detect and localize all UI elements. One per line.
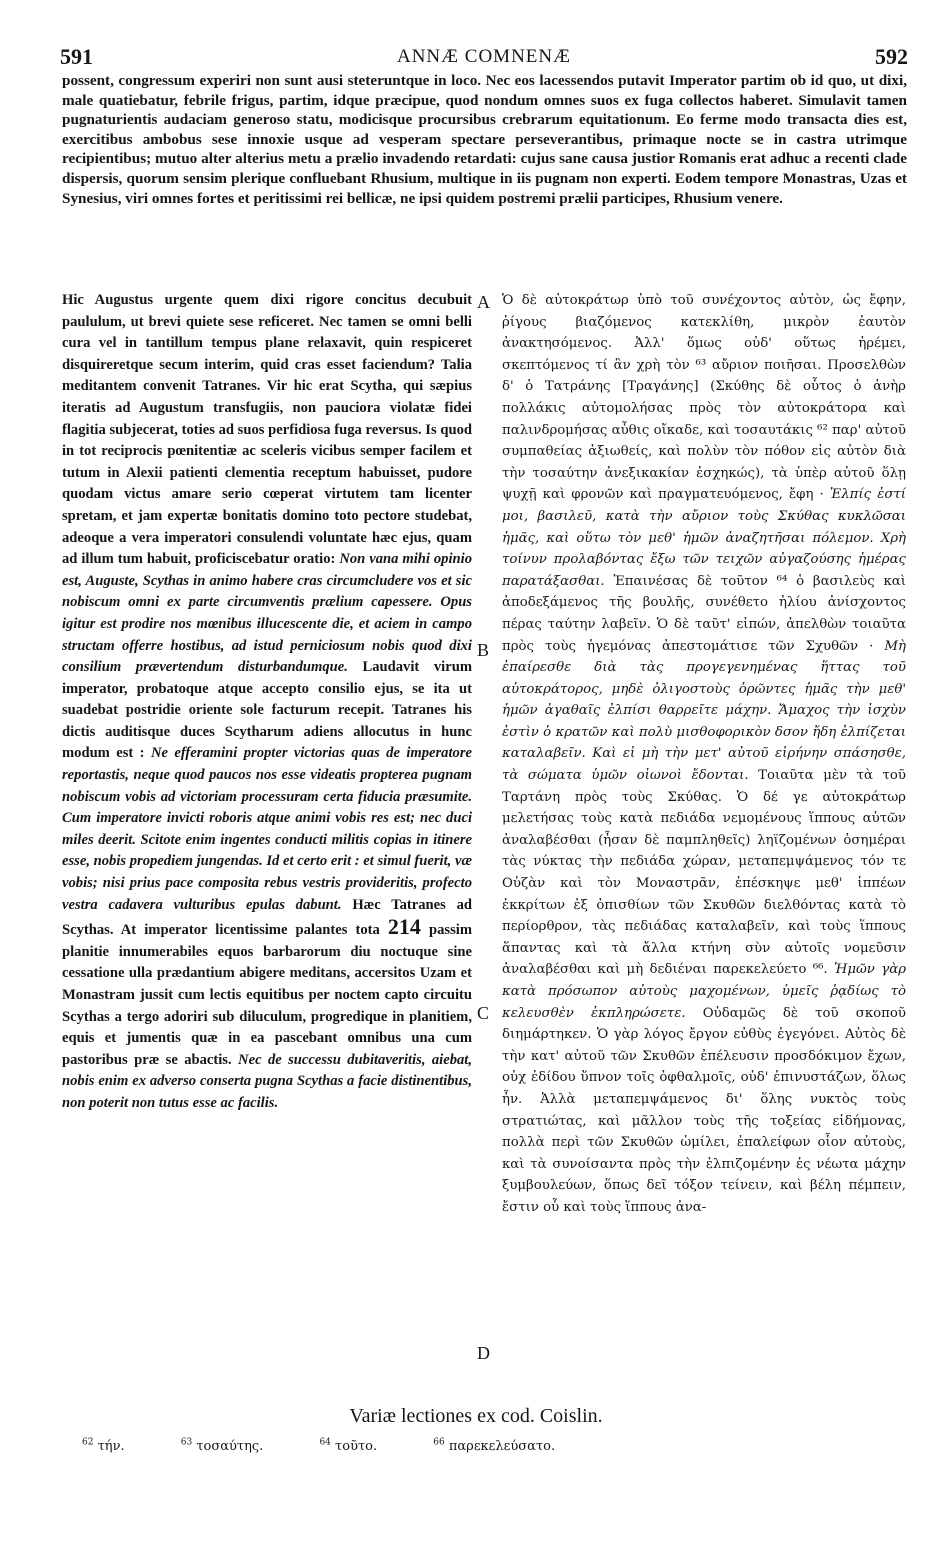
latin-column <box>62 290 472 1115</box>
latin-paragraph-1 <box>62 290 472 1115</box>
margin-number: 214 <box>387 914 421 940</box>
greek-column <box>502 290 906 1219</box>
latin-speech-1: Non vana mihi opinio est, Auguste, Scythas in animo habere cras circumcludere vos et sic nobiscum omni ex parte circumventis prælium capessere. Opus igitur est prodire nos mœnibus illucescente die, et aciem in campo structam offerre hostibus, ad istud perniciosum nobis quod dixi consilium prævertendum disturbandumque. <box>62 551 472 676</box>
greek-speech-2: Μὴ ἐπαίρεσθε διὰ τὰς προγεγενημένας ἥττας τοῦ αὐτοκράτορος, μηδὲ ὀλιγοστοὺς ὁρῶντες ἡμᾶς τὴν μεθ' ἡμῶν ἀγαθαῖς ἐλπίσι θαρρεῖτε μάχην. Ἄμαχος τὴν ἰσχὺν ἐστὶν ὁ κρατῶν καὶ πολὺ μισθοφορικὸν δσον ἤδη ἐλπίζεται καταλαβεῖν. Καὶ εἰ μὴ τὴν μετ' αὐτοῦ εἰρήνην σπάσησθε, τὰ σώματα ὑμῶν οἰωνοὶ ἔδονται. <box>502 638 907 784</box>
section-letter-a: A <box>477 292 490 312</box>
page-number-right: 592 <box>875 44 908 69</box>
page-header <box>60 44 908 70</box>
footnote-text: τήν. <box>97 1439 125 1455</box>
footnote-number: 64 <box>319 1438 331 1448</box>
greek-text-4: Οὐδαμῶς δὲ τοῦ σκοποῦ διημάρτηκεν. Ὁ γὰρ λόγος ἔργον εὐθὺς ἐγεγόνει. Αὐτὸς δὲ τὴν κατ' αὐτοῦ τῶν Σκυθῶν ἐπέλευσιν προσδόκιμον ἔχων, οὐχ ἐδίδου ὕπνον τοῖς ὀφθαλμοῖς, οὐδ' ἐπινυστάζων, ὅλως ἦν. Ἀλλὰ μεταπεμψάμενος δι' ὅλης νυκτὸς τοὺς στρατιώτας, καὶ μᾶλλον τοὺς τῆς τοξείας εἰδήμονας, πολλὰ περὶ τῶν Σκυθῶν ὡμίλει, ἐπαλείφων οἷον αὐτοὺς, καὶ τὰ συνοίσαντα πρὸς τὴν ἐλπιζομένην ἐς νέωτα μάχην ξυμβουλεύων, ὅπως δεῖ τόξον τείνειν, καὶ βέλη πέμπειν, ἔστιν οὗ καὶ τοὺς ἵππους ἀνα- <box>502 1005 906 1215</box>
full-width-text <box>62 71 907 208</box>
footnote <box>82 1439 151 1454</box>
footnote-number: 62 <box>82 1438 94 1448</box>
section-letter-d: D <box>477 1343 490 1363</box>
footnote <box>433 1439 581 1454</box>
greek-speech-1: Ἐλπίς ἐστί μοι, βασιλεῦ, κατὰ τὴν αὔριον τοὺς Σκύθας κυκλῶσαι ἡμᾶς, καὶ οὕτω τὸν μεθ' ἡμῶν ἀναζητῆσαι πόλεμον. Χρὴ τοίνυν προλαβόντας ἔξω τῶν τειχῶν αὐγαζούσης ἡμέρας παρατάξασθαι. <box>502 487 906 589</box>
greek-paragraph-1 <box>502 290 906 1219</box>
footnote <box>319 1439 403 1454</box>
footnote-text: τοσαύτης. <box>196 1439 264 1455</box>
footnote-number: 66 <box>433 1438 445 1448</box>
page-number-left: 591 <box>60 44 93 69</box>
latin-text-2: Laudavit virum imperator, probatoque atque accepto consilio ejus, se ita ut suadebat postridie oriente sole facturum recepit. Tatranes his dictis auditisque duces Scytharum adiens allocutus in hunc modum est : <box>62 659 472 762</box>
latin-text-3a: Hæc Tatranes ad Scythas. At imperator licentissime palantes tota <box>62 896 473 939</box>
greek-speech-3: Ἡμῶν γὰρ κατὰ πρόσωπον αὐτοὺς μαχομένων, ὑμεῖς ῥᾳδίως τὸ κελευσθὲν ἐκπληρώσετε. <box>502 962 907 1021</box>
running-title: ANNÆ COMNENÆ <box>396 46 572 67</box>
footnote-text: παρεκελεύσατο. <box>448 1439 556 1455</box>
section-letter-c: C <box>477 1003 490 1023</box>
greek-text-2: Ἐπαινέσας δὲ τοῦτον ⁶⁴ ὁ βασιλεὺς καὶ ἀποδεξάμενος τῆς βουλῆς, συνέθετο ἡλίου ἀνίσχοντος πέρας ταύτην λαβεῖν. Ὁ δὲ ταῦτ' εἰπών, ἀπελθὼν τοιαῦτα πρὸς τοὺς ἡγεμόνας ἀπεστομάτισε τῶν Σχυθῶν · <box>502 573 906 654</box>
greek-text-1: Ὁ δὲ αὐτοκράτωρ ὑπὸ τοῦ συνέχοντος αὐτὸν, ὡς ἔφην, ῥίγους βιαζόμενος κατεκλίθη, μικρὸν ἑαυτὸν ἀνακτησόμενος. Ἀλλ' ὅμως οὐδ' οὕτως ἠρέμει, σκεπτόμενος τί ἂν χρὴ τὸν ⁶³ αὔριον ποιῆσαι. Προσελθὼν δ' ὁ Τατράνης [Τραγάνης] (Σκύθης δὲ οὗτος ὁ ἀνὴρ πολλάκις αὐτομολήσας πρὸς τὸν αὐτοκράτορα καὶ παλινδρομήσας αὖθις οἴκαδε, καὶ τοσαυτάκις ⁶² παρ' αὐτοῦ συμπαθείας ἀξιωθείς, καὶ πολὺν τὸν πόθον εἰς αὐτὸν διὰ τὴν τοσαύτην ἀνεξικακίαν ἐσχηκώς), τὰ ὑπὲρ αὐτοῦ ὅλῃ ψυχῇ καὶ φρονῶν καὶ πραγματευόμενος, ἔφη · <box>502 293 906 503</box>
latin-text-3b: passim planitie innumerabiles equos barbarorum diu noctuque sine cessatione ulla prædantium abigere meditans, accersitos Uzam et Monastram jussit cum lectis equitibus per noctem capto circuitu Scythas a tergo adoriri sub diluculum, progredique in planitiem, equis et jumentis quæ in ea pascebant omnibus una cum pastoribus præ se abactis. <box>62 922 472 1068</box>
variae-lectiones-title: Variæ lectiones ex cod. Coislin. <box>349 1405 603 1427</box>
footnote-number: 63 <box>180 1438 193 1448</box>
latin-speech-3: Nec de successu dubitaveritis, aiebat, nobis enim ex adverso conserta pugna Scythas a facie distinentibus, non poterit non tutus esse ac facilis. <box>62 1051 473 1111</box>
latin-speech-2: Ne efferamini propter victorias quas de imperatore reportastis, neque quod paucos nos esse videatis propterea pugnam nobiscum vobis ad victoriam processuram certa fiducia præsumite. Cum imperatore invicti roboris atque animi vobis res est; nec duci miles deerit. Scitote enim ingentes conducti militis copias in itinere esse, nobis propediem jungendas. Id et certo erit : et simul fuerit, væ vobis; nisi prius pace composita rebus vestris provideritis, profecto vestra cadavera vulturibus epulas dabunt. <box>62 745 472 913</box>
section-letter-b: B <box>477 640 490 660</box>
footnote-text: τοῦτο. <box>335 1439 378 1455</box>
greek-text-3: Τοιαῦτα μὲν τὰ τοῦ Ταρτάνη πρὸς τοὺς Σκύθας. Ὁ δέ γε αὐτοκράτωρ μελετήσας τοὺς κατὰ πεδιάδα νεμομένους ἵππους αὐτῶν ἀναλαβέσθαι (ἦσαν δὲ παμπληθεῖς) ληϊζομένων ὁσημέραι τὰς νύκτας τὴν πεδιάδα χώραν, μεταπεμψάμενος τόν τε Οὐζὰν καὶ τὸν Μοναστρᾶν, ἐπέσκηψε μεθ' ἱππέων ἐκκρίτων ἐξ ὀπισθίων τῶν Σκυθῶν διελθόντας κατὰ τὸ περίορθρον, τὰς πεδιάδας καταλαβεῖν, καὶ τοὺς ἵππους ἅπαντας καὶ τὰ ἄλλα κτήνη σὺν αὐτοῖς νομεῦσιν ἀναλαβέσθαι καὶ μὴ δεδιέναι παρεκελεύετο ⁶⁶. <box>502 768 907 978</box>
footnotes <box>82 1438 607 1454</box>
footnote <box>181 1439 290 1454</box>
full-width-paragraph: possent, congressum experiri non sunt ausi steteruntque in loco. Nec eos lacessendos putavit Imperator partim ob id quo, ut dixi, male quatiebatur, febrile frigus, partim, idque præcipue, quod nondum omnes suos ex fuga collectos haberet. Simulavit tamen pugnaturientis audaciam generoso statu, modicisque procursibus crebrarum equitationum. Eo ferme modo transacta dies est, exercitibus ambobus sese innoxie usque ad vesperam spectare perseverantibus, primaque nocte se in castra utrimque recipientibus; mutuo alter alterius metu a prælio invadendo retardati: cujus sane causa justior Romanis erat adhuc a recenti clade dispersis, quorum sensim plerique confluebant Rhusium, multique in iis pugnam non experti. Eodem tempore Monastras, Uzas et Synesius, viri omnes fortes et peritissimi rei bellicæ, ne ipsi quidem postremi prælii participes, Rhusium venere. <box>62 72 907 207</box>
latin-text-1: Hic Augustus urgente quem dixi rigore concitus decubuit paululum, ut brevi quiete sese reficeret. Nec tamen se omni belli cura vel in tantillum tempus plane relaxavit, quin respiceret disquireretque secum interim, quid cras esset faciendum? Talia meditantem convenit Tatranes. Vir hic erat Scytha, qui sæpius iteratis ad Augustum transfugiis, non pauciora violatæ fidei flagitia subjecerat, toties ad suos perfidiosa fuga reversus. Is quod in tot reciprocis pœnitentiæ ac sceleris vicibus semper facilem et tutum in Alexii patienti clementia receptum habuisset, pudore quodam victus amare serio cœperat virtutem tam licenter spretam, et jam expertæ bonitatis domino toto pectore studebat, adeoque a vera imperatori consulendi voluntate hæc ejus, quam ad illum tum habuit, proficiscebatur oratio: <box>62 292 472 568</box>
